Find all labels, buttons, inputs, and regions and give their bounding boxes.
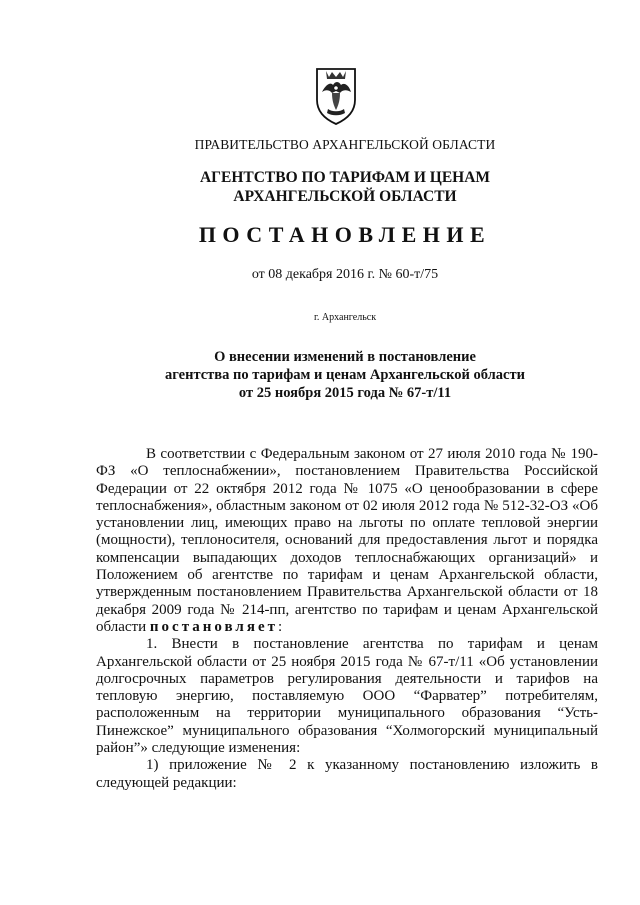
document-type-heading: ПОСТАНОВЛЕНИЕ bbox=[198, 222, 492, 247]
subject-line-3: от 25 ноября 2015 года № 67-т/11 bbox=[238, 385, 452, 401]
decree-keyword: постановляет bbox=[149, 618, 278, 635]
subject-line-2: агентства по тарифам и ценам Архангельской области bbox=[165, 367, 525, 383]
agency-title-line-2: АРХАНГЕЛЬСКОЙ ОБЛАСТИ bbox=[233, 188, 457, 205]
subject-line-1: О внесении изменений в постановление bbox=[214, 349, 476, 365]
government-title: ПРАВИТЕЛЬСТВО АРХАНГЕЛЬСКОЙ ОБЛАСТИ bbox=[194, 137, 496, 152]
date-and-number: от 08 декабря 2016 г. № 60-т/75 bbox=[251, 267, 439, 282]
preamble-end: : bbox=[278, 618, 283, 635]
body-text bbox=[96, 446, 598, 792]
preamble-text: В соответствии с Федеральным законом от 27 июля 2010 года № 190-ФЗ «О теплоснабжении», постановлением Правительства Российской Федерации от 22 октября 2012 года № 1075 «О ценообразовании в сфере теплоснабжения», областным законом от 02 июля 2012 года № 512-32-ОЗ «Об установлении лиц, имеющих право на льготы по оплате тепловой энергии (мощности), теплоносителя, оснований для предоставления льгот и порядка компенсации выпадающих доходов теплоснабжающих организаций» и Положением об агентстве по тарифам и ценам Архангельской области, утвержденным постановлением Правительства Архангельской области от 18 декабря 2009 года № 214-пп, агентство по тарифам и ценам Архангельской области bbox=[96, 446, 598, 635]
city-label: г. Архангельск bbox=[313, 312, 377, 323]
decree-subject bbox=[0, 348, 640, 402]
preamble-paragraph bbox=[96, 446, 598, 636]
subclause-1-paragraph: 1) приложение № 2 к указанному постановлению изложить в следующей редакции: bbox=[96, 757, 598, 791]
clause-1-paragraph: 1. Внести в постановление агентства по тарифам и ценам Архангельской области от 25 ноября 2015 года № 67-т/11 «Об установлении долгосрочных параметров регулирования деятельности и тарифов на тепловую энергию, поставляемую ООО “Фарватер” потребителям, расположенным на территории муниципального образования “Усть-Пинежское” муниципального образования “Холмогорский муниципальный район”» следующие изменения: bbox=[96, 636, 598, 757]
coat-of-arms-icon bbox=[314, 66, 358, 126]
agency-title-line-1: АГЕНТСТВО ПО ТАРИФАМ И ЦЕНАМ bbox=[199, 169, 491, 186]
agency-title bbox=[0, 168, 640, 206]
